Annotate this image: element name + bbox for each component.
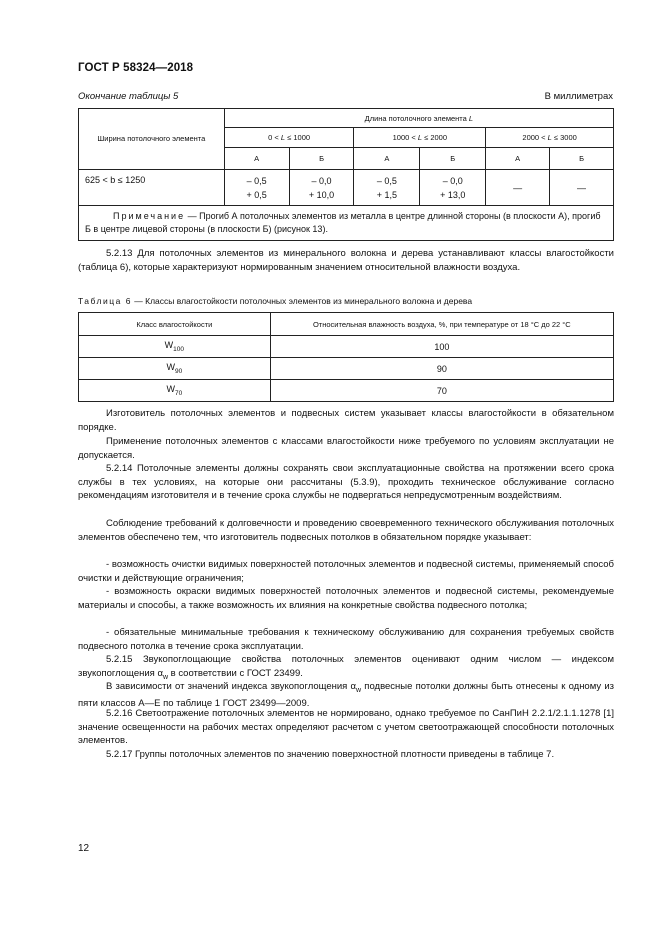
list-item: - возможность окраски видимых поверхностей потолочных элементов и подвесной системы, рекомендуемые материалы и способы, а также возможность их влияния на конкретные свойства подвесного потолка; xyxy=(78,586,614,611)
sub-header: А xyxy=(224,148,289,170)
col-width-header: Ширина потолочного элемента xyxy=(79,109,225,170)
paragraph-5-2-14: 5.2.14 Потолочные элементы должны сохранять свои эксплуатационные свойства на протяжении всего срока службы в тех условиях, на которые они рассчитаны (5.3.9), проходить техническое обслуживание согласно рекомендациям изготовителя и в течение срока службы не подвергаться непредусмотренным воздействиям. xyxy=(78,463,614,501)
range-header-1: 0 < L ≤ 1000 xyxy=(224,128,354,148)
document-header: ГОСТ Р 58324—2018 xyxy=(78,62,194,74)
range-header-3: 2000 < L ≤ 3000 xyxy=(486,128,614,148)
note-label: Примечание xyxy=(113,211,186,221)
humidity-cell: 90 xyxy=(270,358,613,380)
class-cell: $W_{70}$ xyxy=(79,380,271,402)
paragraph-5-2-15: 5.2.15 Звукопоглощающие свойства потолочных элементов оценивают одним числом — индексом звукопоглощения $\alpha_w$ в соответствии с ГОСТ 23499. xyxy=(78,654,614,681)
paragraph: Применение потолочных элементов с классами влагостойкости ниже требуемого по условиям эксплуатации не допускается. xyxy=(78,436,614,461)
table-cell: — xyxy=(486,170,550,206)
class-cell: $W_{100}$ xyxy=(79,336,271,358)
class-cell: $W_{90}$ xyxy=(79,358,271,380)
col-class-header: Класс влагостойкости xyxy=(79,313,271,336)
list-item: - обязательные минимальные требования к техническому обслуживанию для сохранения требуемых свойств подвесного потолка в течение срока эксплуатации. xyxy=(78,627,614,652)
col-humidity-header: Относительная влажность воздуха, %, при температуре от 18 °С до 22 °С xyxy=(270,313,613,336)
paragraph: Соблюдение требований к долговечности и проведению своевременного технического обслуживания потолочных элементов обеспечено тем, что изготовитель подвесных потолков в обязательном порядке указывает: xyxy=(78,518,614,543)
table5 xyxy=(78,108,614,241)
sub-header: Б xyxy=(289,148,354,170)
paragraph-5-2-17: 5.2.17 Группы потолочных элементов по значению поверхностной плотности приведены в таблице 7. xyxy=(106,749,555,760)
list-item: - возможность очистки видимых поверхностей потолочных элементов и подвесной системы, применяемый способ очистки и действующие ограничения; xyxy=(78,559,614,584)
sub-header: А xyxy=(486,148,550,170)
alpha-symbol: $\alpha_w$ xyxy=(157,667,168,681)
humidity-cell: 70 xyxy=(270,380,613,402)
col-length-header: Длина потолочного элемента L xyxy=(224,109,613,128)
paragraph-5-2-13: 5.2.13 Для потолочных элементов из минерального волокна и дерева устанавливают классы влагостойкости (таблица 6), которые характеризуют нормированным значением относительной влажности воздуха. xyxy=(78,248,614,273)
alpha-symbol: $\alpha_w$ xyxy=(350,681,362,694)
table6-caption: Таблица 6 — Классы влагостойкости потолочных элементов из минерального волокна и дерева xyxy=(78,296,473,306)
table-cell: – 0,5 + 0,5 xyxy=(224,170,289,206)
table-cell: – 0,0 + 10,0 xyxy=(289,170,354,206)
table5-note: Примечание — Прогиб А потолочных элементов из металла в центре длинной стороны (в плоскости А), прогиб Б в центре лицевой стороны (в плоскости Б) (рисунок 13). xyxy=(79,206,614,241)
page-number: 12 xyxy=(78,843,90,854)
range-header-2: 1000 < L ≤ 2000 xyxy=(354,128,486,148)
table-cell: – 0,0 + 13,0 xyxy=(420,170,486,206)
table6 xyxy=(78,312,614,402)
row-label: 625 < b ≤ 1250 xyxy=(79,170,225,206)
sub-header: Б xyxy=(550,148,614,170)
sub-header: Б xyxy=(420,148,486,170)
paragraph-5-2-16: 5.2.16 Светоотражение потолочных элементов не нормировано, однако требуемое по СанПиН 2.2.1/2.1.1.1278 [1] значение освещенности на рабочих местах определяют расчетом с учетом светоотражающей способности потолочных элементов. xyxy=(78,708,614,746)
paragraph: Изготовитель потолочных элементов и подвесных систем указывает классы влагостойкости в обязательном порядке. xyxy=(78,408,614,433)
table-cell: — xyxy=(550,170,614,206)
table5-units: В миллиметрах xyxy=(544,91,613,102)
humidity-cell: 100 xyxy=(270,336,613,358)
sub-header: А xyxy=(354,148,420,170)
paragraph: В зависимости от значений индекса звукопоглощения $\alpha_w$ подвесные потолки должны быть отнесены к одному из пяти классов А—Е по таблице 1 ГОСТ 23499—2009. xyxy=(78,681,614,710)
table-cell: – 0,5 + 1,5 xyxy=(354,170,420,206)
table5-caption: Окончание таблицы 5 xyxy=(78,91,179,102)
